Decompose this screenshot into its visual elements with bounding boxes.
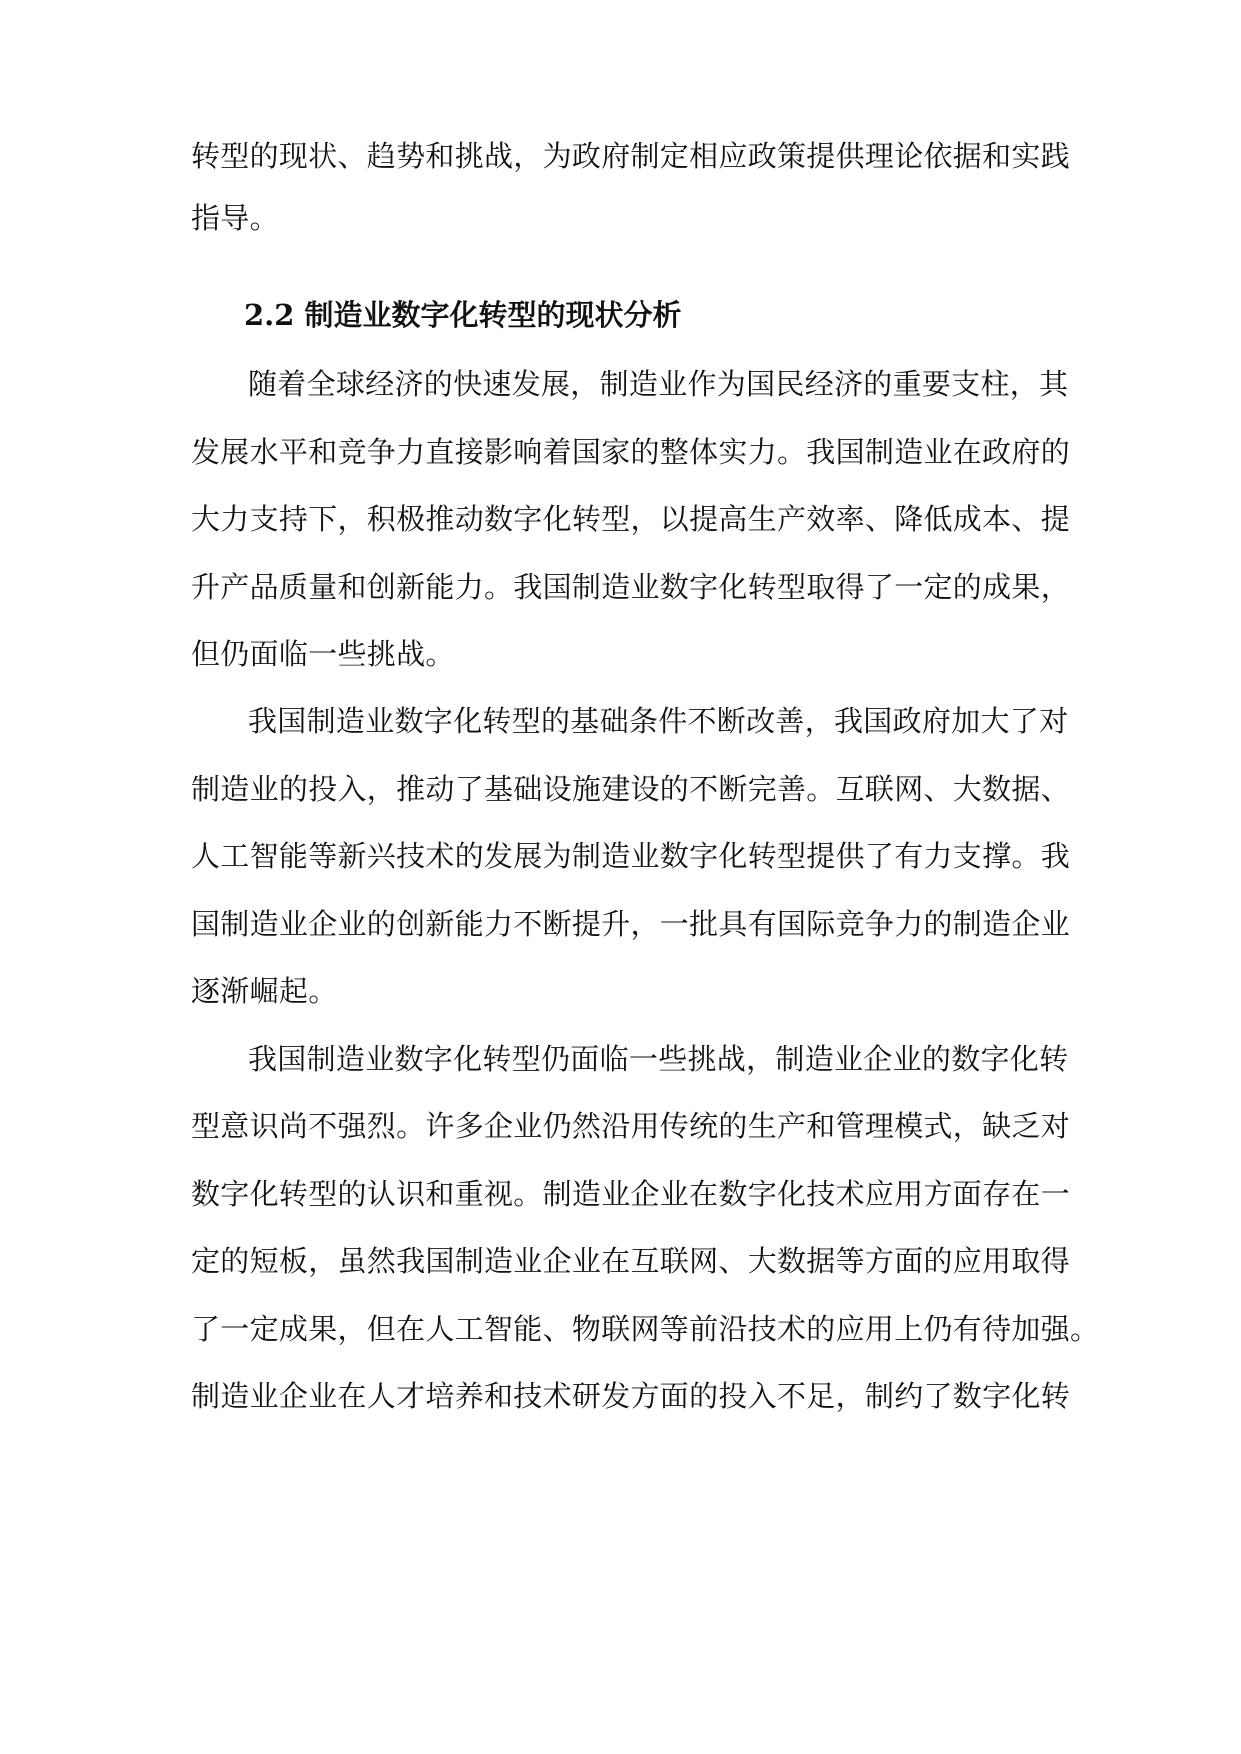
paragraph1-line-5: 但仍面临一些挑战。	[191, 637, 455, 671]
paragraph3-line-6: 制造业企业在人才培养和技术研发方面的投入不足，制约了数字化转	[191, 1379, 1071, 1413]
paragraph3-line-3: 数字化转型的认识和重视。制造业企业在数字化技术应用方面存在一	[191, 1177, 1071, 1211]
paragraph3-line-4: 定的短板，虽然我国制造业企业在互联网、大数据等方面的应用取得	[191, 1244, 1071, 1278]
paragraph2-line-1: 我国制造业数字化转型的基础条件不断改善，我国政府加大了对	[248, 704, 1069, 738]
paragraph2-line-5: 逐渐崛起。	[191, 974, 338, 1008]
paragraph2-line-3: 人工智能等新兴技术的发展为制造业数字化转型提供了有力支撑。我	[191, 839, 1071, 873]
paragraph1-line-4: 升产品质量和创新能力。我国制造业数字化转型取得了一定的成果，	[191, 570, 1071, 604]
paragraph3-line-1: 我国制造业数字化转型仍面临一些挑战，制造业企业的数字化转	[248, 1042, 1069, 1076]
paragraph3-line-2: 型意识尚不强烈。许多企业仍然沿用传统的生产和管理模式，缺乏对	[191, 1109, 1071, 1143]
paragraph1-line-2: 发展水平和竞争力直接影响着国家的整体实力。我国制造业在政府的	[191, 435, 1071, 469]
paragraph2-line-2: 制造业的投入，推动了基础设施建设的不断完善。互联网、大数据、	[191, 772, 1071, 806]
paragraph1-line-3: 大力支持下，积极推动数字化转型，以提高生产效率、降低成本、提	[191, 502, 1071, 536]
paragraph3-line-5: 了一定成果，但在人工智能、物联网等前沿技术的应用上仍有待加强。	[191, 1312, 1100, 1346]
paragraph1-line-1: 随着全球经济的快速发展，制造业作为国民经济的重要支柱，其	[248, 367, 1069, 401]
paragraph2-line-4: 国制造业企业的创新能力不断提升，一批具有国际竞争力的制造企业	[191, 907, 1071, 941]
intro-line-2: 指导。	[191, 201, 279, 235]
intro-line-1: 转型的现状、趋势和挑战，为政府制定相应政策提供理论依据和实践	[191, 139, 1071, 173]
section-heading: 2.2 制造业数字化转型的现状分析	[244, 298, 682, 332]
